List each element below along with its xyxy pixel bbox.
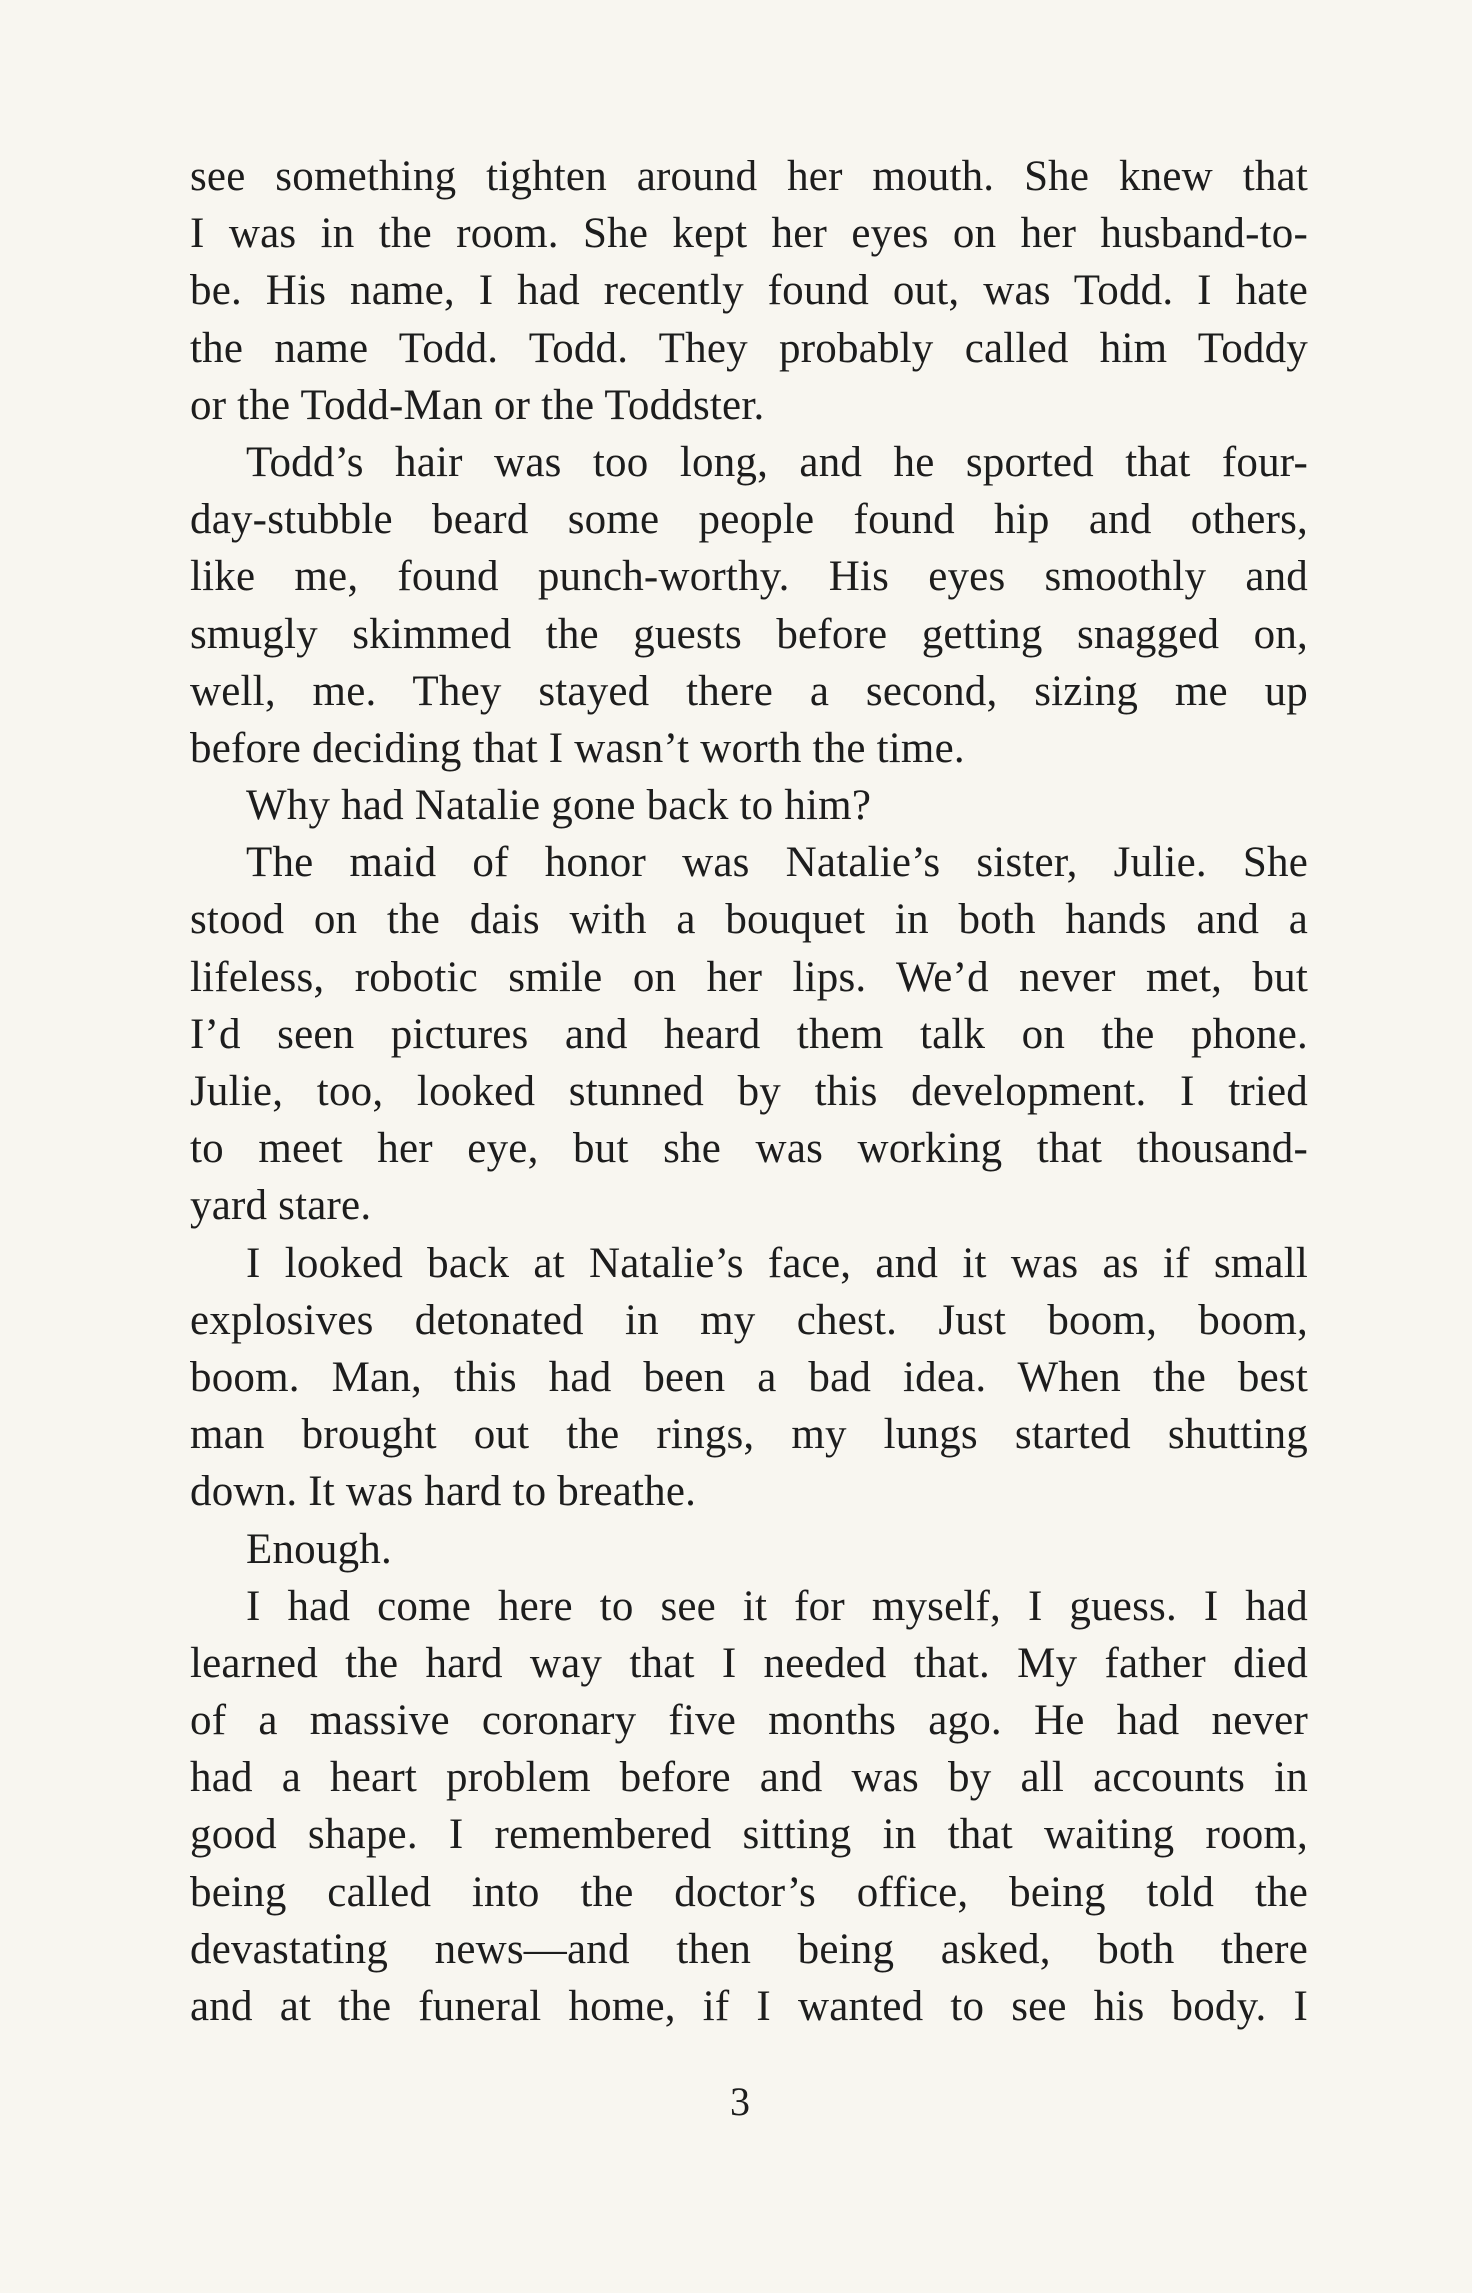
text-line: down. It was hard to breathe. (190, 1468, 697, 1516)
text-line: stood on the dais with a bouquet in both hands and a (190, 896, 1308, 944)
text-line: I’d seen pictures and heard them talk on the phone. (190, 1010, 1308, 1058)
text-line: learned the hard way that I needed that. My father died (190, 1639, 1308, 1687)
text-line: smugly skimmed the guests before getting snagged on, (190, 610, 1308, 658)
text-line: like me, found punch-worthy. His eyes smoothly and (190, 553, 1308, 601)
text-line: Julie, too, looked stunned by this development. I tried (190, 1068, 1308, 1115)
text-line: I looked back at Natalie’s face, and it was as if small (246, 1239, 1308, 1287)
text-line: to meet her eye, but she was working that thousand- (190, 1125, 1308, 1173)
text-line: explosives detonated in my chest. Just boom, boom, (190, 1296, 1308, 1344)
text-line: I had come here to see it for myself, I guess. I had (246, 1582, 1308, 1630)
text-line: see something tighten around her mouth. She knew that (190, 153, 1308, 200)
text-line: had a heart problem before and was by all accounts in (190, 1754, 1308, 1802)
text-line: the name Todd. Todd. They probably called him Toddy (190, 324, 1308, 372)
text-line: The maid of honor was Natalie’s sister, Julie. She (246, 839, 1308, 887)
text-line: boom. Man, this had been a bad idea. When the best (190, 1353, 1308, 1401)
text-line: Todd’s hair was too long, and he sported that four- (246, 438, 1308, 486)
text-line: yard stare. (190, 1182, 372, 1230)
text-line: of a massive coronary five months ago. He had never (190, 1697, 1308, 1745)
text-line: I was in the room. She kept her eyes on her husband-to- (190, 210, 1308, 258)
text-line: day-stubble beard some people found hip and others, (190, 496, 1308, 544)
text-line: well, me. They stayed there a second, sizing me up (190, 667, 1308, 715)
text-line: Enough. (246, 1525, 392, 1573)
text-line: being called into the doctor’s office, being told the (190, 1868, 1308, 1916)
text-line: and at the funeral home, if I wanted to see his body. I (190, 1983, 1308, 2030)
text-line: good shape. I remembered sitting in that waiting room, (190, 1811, 1308, 1859)
text-line: Why had Natalie gone back to him? (246, 782, 872, 830)
text-line: lifeless, robotic smile on her lips. We’d never met, but (190, 953, 1308, 1001)
text-line: or the Todd-Man or the Toddster. (190, 381, 765, 429)
text-line: devastating news—and then being asked, both there (190, 1925, 1308, 1973)
text-line: be. His name, I had recently found out, was Todd. I hate (190, 267, 1308, 315)
text-line: before deciding that I wasn’t worth the time. (190, 724, 965, 772)
page-number: 3 (730, 2079, 750, 2124)
body-text (190, 148, 1308, 2035)
text-line: man brought out the rings, my lungs started shutting (190, 1411, 1308, 1459)
